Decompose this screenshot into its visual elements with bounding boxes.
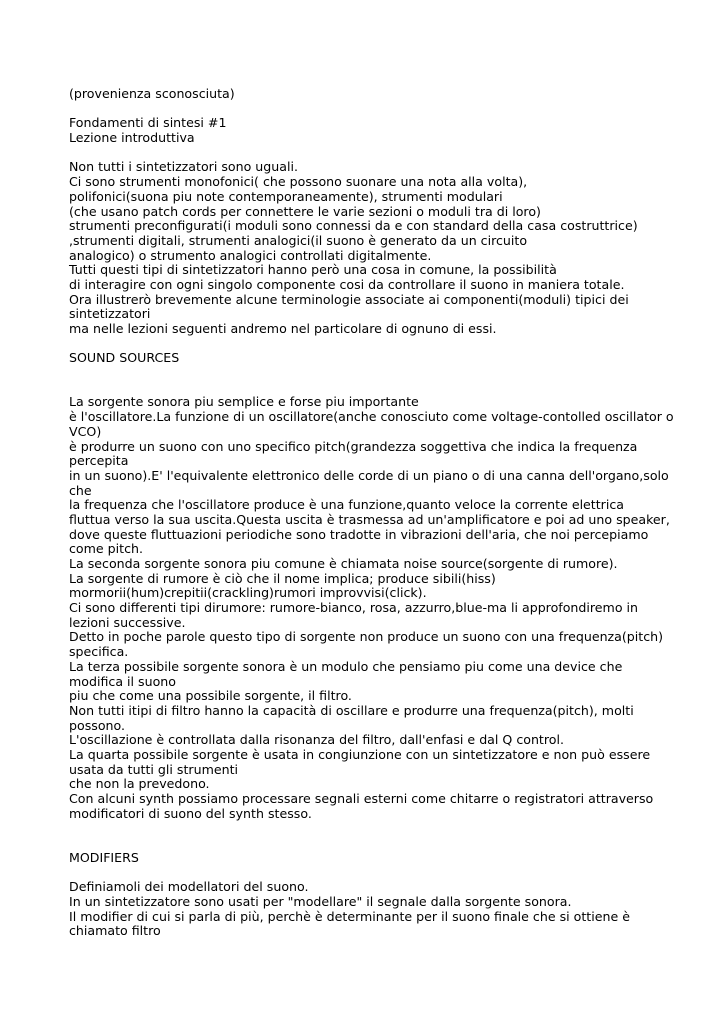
text-line: modifica il suono: [69, 673, 176, 689]
text-line: Tutti questi tipi di sintetizzatori hanno però una cosa in comune, la possibilità: [69, 262, 557, 278]
text-line: Ora illustrerò brevemente alcune terminologie associate ai componenti(moduli) tipici dei: [69, 291, 629, 307]
text-line: polifonici(suona piu note contemporaneamente), strumenti modulari: [69, 188, 503, 204]
blank-line: [69, 146, 709, 161]
document-subtitle: Lezione introduttiva: [69, 130, 195, 146]
text-line: come pitch.: [69, 541, 143, 557]
section-heading-modifiers: MODIFIERS: [69, 849, 139, 865]
text-line: percepita: [69, 453, 129, 469]
text-line: Il modifier di cui si parla di più, perchè è determinante per il suono finale che si ottiene è: [69, 908, 630, 924]
text-line: Non tutti i sintetizzatori sono uguali.: [69, 159, 298, 175]
text-line: di interagire con ogni singolo componente cosi da controllare il suono in maniera totale.: [69, 276, 625, 292]
text-line: Non tutti itipi di filtro hanno la capacità di oscillare e produrre una frequenza(pitch), molti: [69, 702, 634, 718]
sound-sources-paragraph: [69, 395, 709, 821]
text-line: L'oscillazione è controllata dalla risonanza del filtro, dall'enfasi e dal Q control.: [69, 732, 564, 748]
blank-line: [69, 366, 709, 381]
text-line: strumenti preconfigurati(i moduli sono connessi da e con standard della casa costruttrice): [69, 218, 638, 234]
text-line: specifica.: [69, 644, 129, 660]
text-line: possono.: [69, 717, 125, 733]
text-line: fluttua verso la sua uscita.Questa uscita è trasmessa ad un'amplificatore e poi ad uno speaker,: [69, 511, 670, 527]
text-line: sintetizzatori: [69, 306, 151, 322]
blank-line: [69, 865, 709, 880]
text-line: piu che come una possibile sorgente, il filtro.: [69, 688, 352, 704]
text-line: Ci sono strumenti monofonici( che possono suonare una nota alla volta),: [69, 174, 528, 190]
text-line: usata da tutti gli strumenti: [69, 761, 239, 777]
text-line: che non la prevedono.: [69, 776, 210, 792]
text-line: che: [69, 482, 92, 498]
text-line: Definiamoli dei modellatori del suono.: [69, 879, 309, 895]
text-line: la frequenza che l'oscillatore produce è una funzione,quanto veloce la corrente elettrica: [69, 497, 625, 513]
text-line: è l'oscillatore.La funzione di un oscillatore(anche conosciuto come voltage-contolled oscillator o: [69, 409, 674, 425]
text-line: dove queste fluttuazioni periodiche sono tradotte in vibrazioni dell'aria, che noi percepiamo: [69, 526, 649, 542]
text-line: La quarta possibile sorgente è usata in congiunzione con un sintetizzatore e non può essere: [69, 746, 651, 762]
text-line: lezioni successive.: [69, 614, 186, 630]
text-line: Detto in poche parole questo tipo di sorgente non produce un suono con una frequenza(pitch): [69, 629, 664, 645]
text-line: ma nelle lezioni seguenti andremo nel particolare di ognuno di essi.: [69, 321, 497, 336]
document-title: Fondamenti di sintesi #1: [69, 115, 227, 131]
text-line: In un sintetizzatore sono usati per "modellare" il segnale dalla sorgente sonora.: [69, 893, 572, 909]
section-heading-sound-sources: SOUND SOURCES: [69, 350, 180, 366]
intro-paragraph: [69, 160, 709, 336]
text-line: è produrre un suono con uno specifico pitch(grandezza soggettiva che indica la frequenza: [69, 438, 638, 454]
document-page: [69, 87, 709, 939]
blank-line: [69, 821, 709, 836]
text-line: modificatori di suono del synth stesso.: [69, 805, 312, 821]
modifiers-paragraph: [69, 880, 709, 939]
text-line: (che usano patch cords per connettere le varie sezioni o moduli tra di loro): [69, 203, 541, 219]
text-line: ,strumenti digitali, strumenti analogici(il suono è generato da un circuito: [69, 232, 528, 248]
text-line: analogico) o strumento analogici controllati digitalmente.: [69, 247, 432, 263]
blank-line: [69, 102, 709, 117]
text-line: VCO): [69, 423, 102, 439]
blank-line: [69, 337, 709, 352]
text-line: La sorgente di rumore è ciò che il nome implica; produce sibili(hiss): [69, 570, 496, 586]
blank-line: [69, 836, 709, 851]
text-line: Ci sono differenti tipi dirumore: rumore-bianco, rosa, azzurro,blue-ma li approfondiremo in: [69, 600, 639, 616]
text-line: mormorii(hum)crepitii(crackling)rumori improvvisi(click).: [69, 585, 427, 601]
source-note: (provenienza sconosciuta): [69, 86, 235, 101]
text-line: La terza possibile sorgente sonora è un modulo che pensiamo piu come una device che: [69, 658, 623, 674]
text-line: La seconda sorgente sonora piu comune è chiamata noise source(sorgente di rumore).: [69, 556, 618, 571]
blank-line: [69, 381, 709, 396]
text-line: Con alcuni synth possiamo processare segnali esterni come chitarre o registratori attraverso: [69, 791, 654, 806]
text-line: chiamato filtro: [69, 923, 161, 939]
text-line: in un suono).E' l'equivalente elettronico delle corde di un piano o di una canna dell'organo,solo: [69, 467, 669, 483]
text-line: La sorgente sonora piu semplice e forse piu importante: [69, 394, 419, 410]
